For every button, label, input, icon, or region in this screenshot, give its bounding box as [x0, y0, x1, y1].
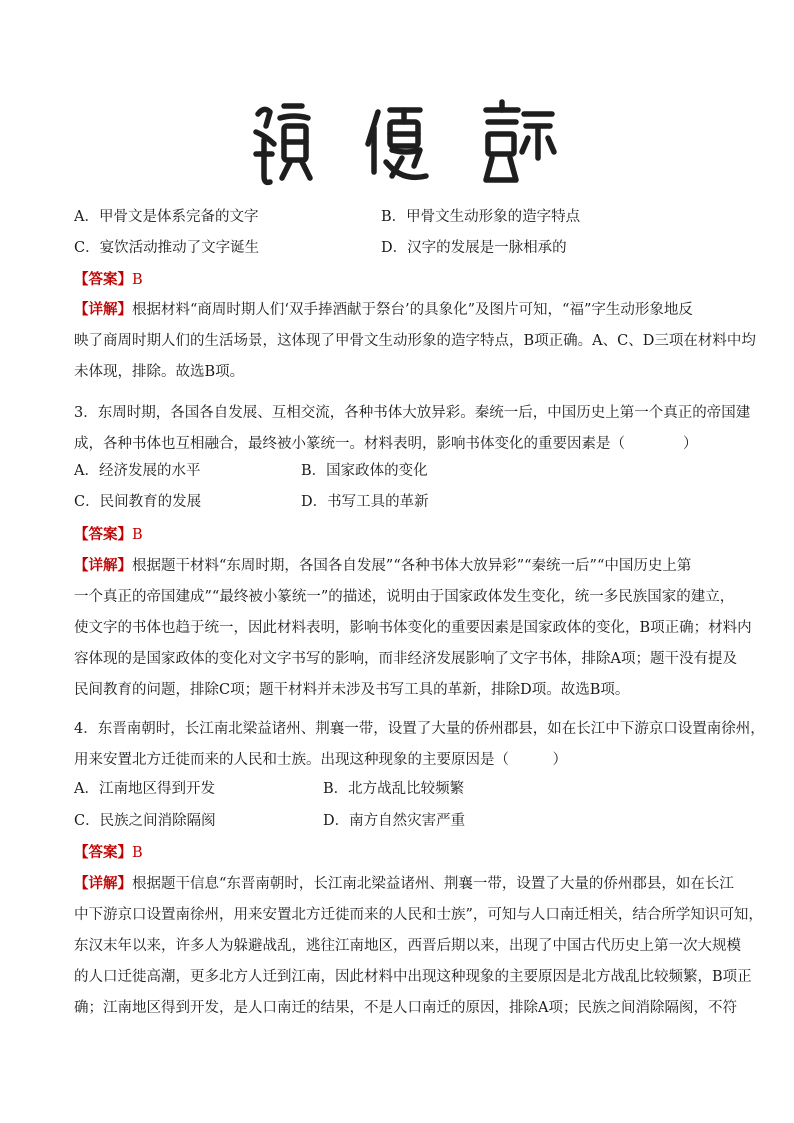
q3-detail-line: 使文字的书体也趋于统一，因此材料表明，影响书体变化的重要因素是国家政体的变化，B项正确；材料内	[74, 620, 752, 636]
q2-answer-tag: 【答案】	[74, 271, 132, 288]
q2-answer	[74, 270, 143, 290]
q4-detail-tag: 【详解】	[74, 875, 132, 892]
q3-option-c: C．民间教育的发展	[74, 494, 202, 510]
q4-option-d: D．南方自然灾害严重	[323, 813, 466, 829]
q4-detail-line: 中下游京口设置南徐州，用来安置北方迁徙而来的人民和士族”，可知与人口南迁相关，结合所学知识可知，	[74, 907, 763, 923]
oracle-glyph-1-icon	[250, 92, 320, 192]
q3-option-d: D．书写工具的革新	[301, 494, 429, 510]
q4-stem	[74, 714, 765, 776]
q3-stem-line: 成，各种书体也互相融合，最终被小篆统一。材料表明，影响书体变化的重要因素是（ ）	[74, 436, 698, 452]
oracle-glyph-3-icon	[478, 92, 558, 192]
q4-stem-line: 4．东晋南朝时，长江南北梁益诸州、荆襄一带，设置了大量的侨州郡县，如在长江中下游京口设置南徐州，	[74, 721, 765, 737]
q4-answer	[74, 843, 143, 863]
q2-option-c: C．宴饮活动推动了文字诞生	[74, 240, 260, 256]
q2-answer-value: B	[132, 272, 143, 288]
q2-detail-line: 根据材料“商周时期人们‘双手捧酒献于祭台’的具象化”及图片可知，“福”字生动形象地反	[132, 302, 693, 318]
q2-option-d: D．汉字的发展是一脉相承的	[381, 240, 567, 256]
q2-option-b: B．甲骨文生动形象的造字特点	[381, 209, 581, 225]
q3-detail-line: 根据题干材料“东周时期，各国各自发展”“各种书体大放异彩”“秦统一后”“中国历史上第	[132, 558, 692, 574]
q4-stem-line: 用来安置北方迁徙而来的人民和士族。出现这种现象的主要原因是（ ）	[74, 752, 567, 768]
q4-answer-tag: 【答案】	[74, 844, 132, 861]
q4-detail-line: 根据题干信息“东晋南朝时，长江南北梁益诸州、荆襄一带，设置了大量的侨州郡县，如在长江	[132, 876, 734, 892]
q3-answer-value: B	[132, 527, 143, 543]
q3-detail-line: 民间教育的问题，排除C项；题干材料并未涉及书写工具的革新，排除D项。故选B项。	[74, 682, 630, 698]
q4-option-a: A．江南地区得到开发	[74, 781, 215, 797]
q3-detail-line: 容体现的是国家政体的变化对文字书写的影响，而非经济发展影响了文字书体，排除A项；题干没有提及	[74, 651, 737, 667]
q4-option-b: B．北方战乱比较频繁	[323, 781, 465, 797]
q3-answer	[74, 525, 143, 545]
q3-answer-tag: 【答案】	[74, 526, 132, 543]
q3-stem	[74, 398, 751, 460]
oracle-glyph-2-icon	[362, 92, 432, 192]
q3-stem-line: 3．东周时期，各国各自发展、互相交流，各种书体大放异彩。秦统一后，中国历史上第一个真正的帝国建	[74, 405, 751, 421]
q4-detail-line: 的人口迁徙高潮，更多北方人迁到江南，因此材料中出现这种现象的主要原因是北方战乱比较频繁，B项正	[74, 969, 752, 985]
q2-detail-line: 映了商周时期人们的生活场景，这体现了甲骨文生动形象的造字特点，B项正确。A、C、D三项在材料中均	[74, 333, 756, 349]
q3-option-a: A．经济发展的水平	[74, 463, 201, 479]
q4-detail	[74, 868, 763, 1024]
q2-option-a: A．甲骨文是体系完备的文字	[74, 209, 259, 225]
q4-option-c: C．民族之间消除隔阂	[74, 813, 216, 829]
q3-detail	[74, 550, 752, 706]
q4-answer-value: B	[132, 845, 143, 861]
q4-detail-line: 确；江南地区得到开发，是人口南迁的结果，不是人口南迁的原因，排除A项；民族之间消除隔阂，不符	[74, 1000, 737, 1016]
q3-detail-line: 一个真正的帝国建成”“最终被小篆统一”的描述，说明由于国家政体发生变化，统一多民族国家的建立，	[74, 589, 735, 605]
q2-detail-tag: 【详解】	[74, 301, 132, 318]
q2-detail-line: 未体现，排除。故选B项。	[74, 364, 245, 380]
q3-detail-tag: 【详解】	[74, 557, 132, 574]
q4-detail-line: 东汉末年以来，许多人为躲避战乱，逃往江南地区，西晋后期以来，出现了中国古代历史上第一次大规模	[74, 938, 741, 954]
q2-detail	[74, 294, 756, 388]
q3-option-b: B．国家政体的变化	[301, 463, 428, 479]
oracle-bone-glyphs-figure	[250, 92, 550, 192]
